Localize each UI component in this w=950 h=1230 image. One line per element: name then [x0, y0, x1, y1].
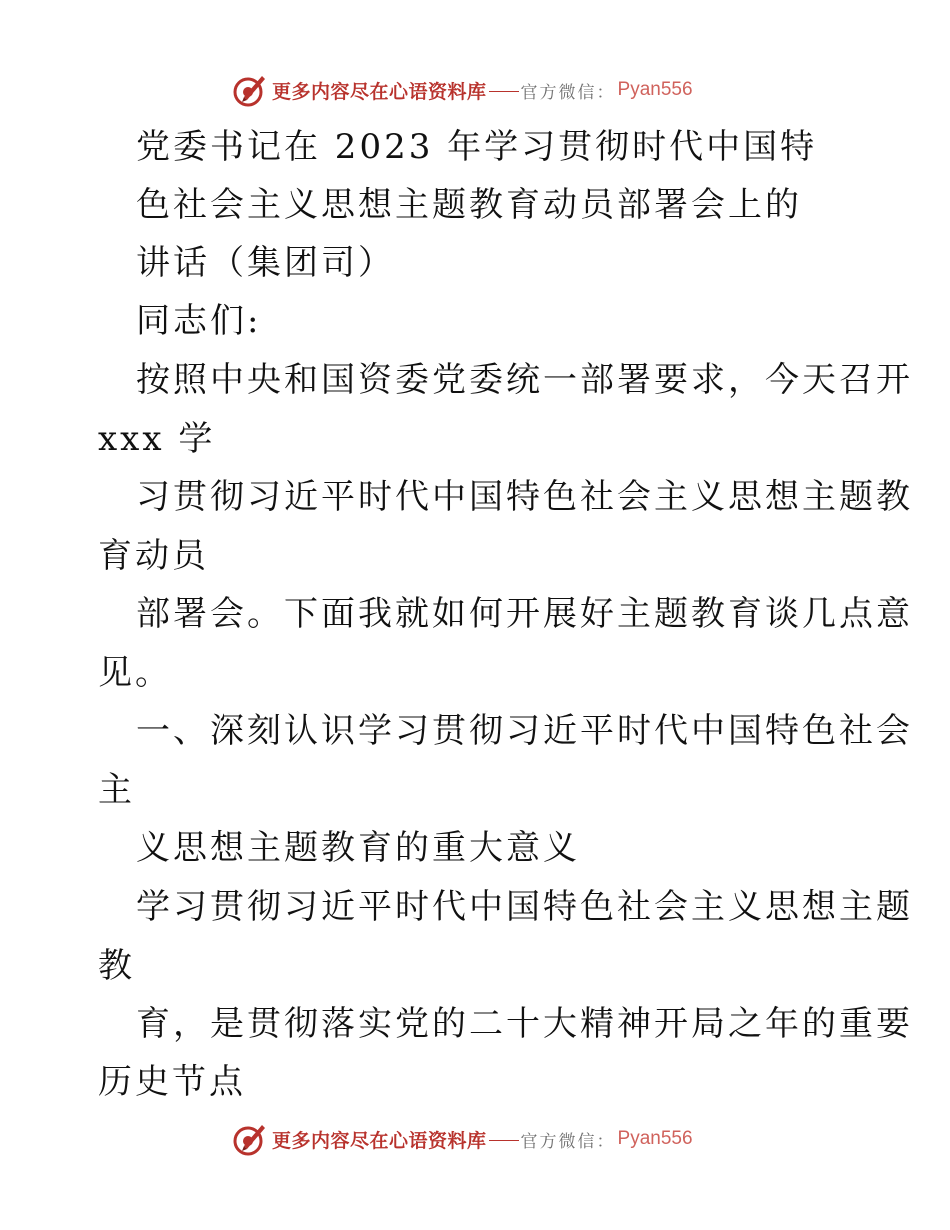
title-line-3: 讲话（集团司）	[136, 243, 395, 283]
footer-watermark	[232, 1119, 752, 1159]
watermark-wechat-id: Pyan556	[617, 1128, 693, 1149]
paragraph-line: 部署会。下面我就如何开展好主题教育谈几点意	[136, 594, 913, 634]
paragraph-line: 按照中央和国资委党委统一部署要求，今天召开	[136, 360, 913, 400]
title-line-2: 色社会主义思想主题教育动员部署会上的	[136, 185, 802, 225]
paragraph-line: 育动员	[98, 536, 209, 576]
paragraph-line: 习贯彻习近平时代中国特色社会主义思想主题教	[136, 477, 913, 517]
header-watermark	[232, 70, 752, 110]
watermark-wechat-id: Pyan556	[617, 79, 693, 100]
pen-logo-icon	[232, 1121, 268, 1157]
pen-logo-icon	[232, 72, 268, 108]
paragraph-line: xxx 学	[98, 419, 216, 459]
salutation: 同志们:	[136, 301, 262, 341]
watermark-label: 官方微信：	[520, 1131, 616, 1152]
section-heading-line: 主	[98, 770, 135, 810]
watermark-dash	[489, 1140, 519, 1141]
watermark-text: 更多内容尽在心语资料库	[272, 1129, 487, 1152]
watermark-text: 更多内容尽在心语资料库	[272, 80, 487, 103]
paragraph-line: 见。	[98, 653, 172, 693]
watermark-label: 官方微信：	[520, 82, 616, 103]
paragraph-line: 育，是贯彻落实党的二十大精神开局之年的重要	[136, 1004, 913, 1044]
paragraph-line: 教	[98, 946, 135, 986]
paragraph-line: 学习贯彻习近平时代中国特色社会主义思想主题	[136, 887, 913, 927]
watermark-dash	[489, 91, 519, 92]
section-heading-line: 一、深刻认识学习贯彻习近平时代中国特色社会	[136, 711, 913, 751]
title-line-1: 党委书记在 2023 年学习贯彻时代中国特	[136, 127, 818, 167]
paragraph-line: 历史节点	[98, 1062, 246, 1102]
section-heading-line: 义思想主题教育的重大意义	[136, 828, 580, 868]
